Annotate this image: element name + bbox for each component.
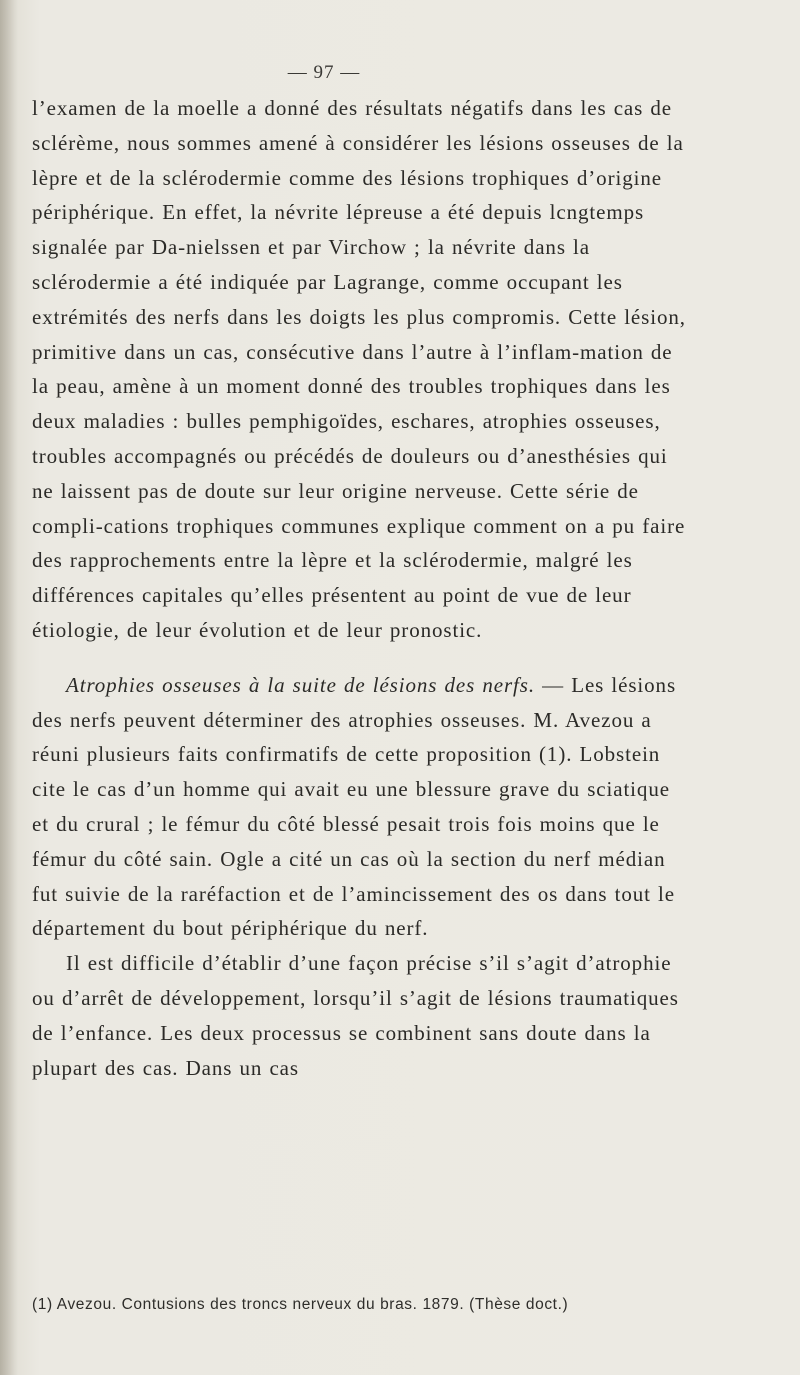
body-text xyxy=(32,91,692,1085)
paragraph-1: l’examen de la moelle a donné des résultats négatifs dans les cas de sclérème, nous sommes amené à considérer les lésions osseuses de la lèpre et de la sclérodermie comme des lésions trophiques d’origine périphérique. En effet, la névrite lépreuse a été depuis lcngtemps signalée par Da-nielssen et par Virchow ; la névrite dans la sclérodermie a été indiquée par Lagrange, comme occupant les extrémités des nerfs dans les doigts les plus compromis. Cette lésion, primitive dans un cas, consécutive dans l’autre à l’inflam-mation de la peau, amène à un moment donné des troubles trophiques dans les deux maladies : bulles pemphigoïdes, eschares, atrophies osseuses, troubles accompagnés ou précédés de douleurs ou d’anesthésies qui ne laissent pas de doute sur leur origine nerveuse. Cette série de compli-cations trophiques communes explique comment on a pu faire des rapprochements entre la lèpre et la sclérodermie, malgré les différences capitales qu’elles présentent au point de vue de leur étiologie, de leur évolution et de leur pronostic. xyxy=(32,96,686,642)
page-number: — 97 — xyxy=(287,62,361,83)
paragraph-3: Il est difficile d’établir d’une façon précise s’il s’agit d’atrophie ou d’arrêt de développement, lorsqu’il s’agit de lésions traumatiques de l’enfance. Les deux processus se combinent sans doute dans la plupart des cas. Dans un cas xyxy=(32,951,679,1080)
paragraph-2 xyxy=(32,668,692,946)
footnote: (1) Avezou. Contusions des troncs nerveux du bras. 1879. (Thèse doct.) xyxy=(32,1296,569,1313)
page-edge-shadow xyxy=(0,0,18,1375)
paragraph-spacer xyxy=(32,648,692,668)
section-heading: Atrophies osseuses à la suite de lésions des nerfs. xyxy=(66,672,536,697)
paragraph-2-body: — Les lésions des nerfs peuvent déterminer des atrophies osseuses. M. Avezou a réuni plusieurs faits confirmatifs de cette proposition (1). Lobstein cite le cas d’un homme qui avait eu une blessure grave du sciatique et du crural ; le fémur du côté blessé pesait trois fois moins que le fémur du côté sain. Ogle a cité un cas où la section du nerf médian fut suivie de la raréfaction et de l’amincissement des os dans tout le département du bout périphérique du nerf. xyxy=(32,672,677,941)
